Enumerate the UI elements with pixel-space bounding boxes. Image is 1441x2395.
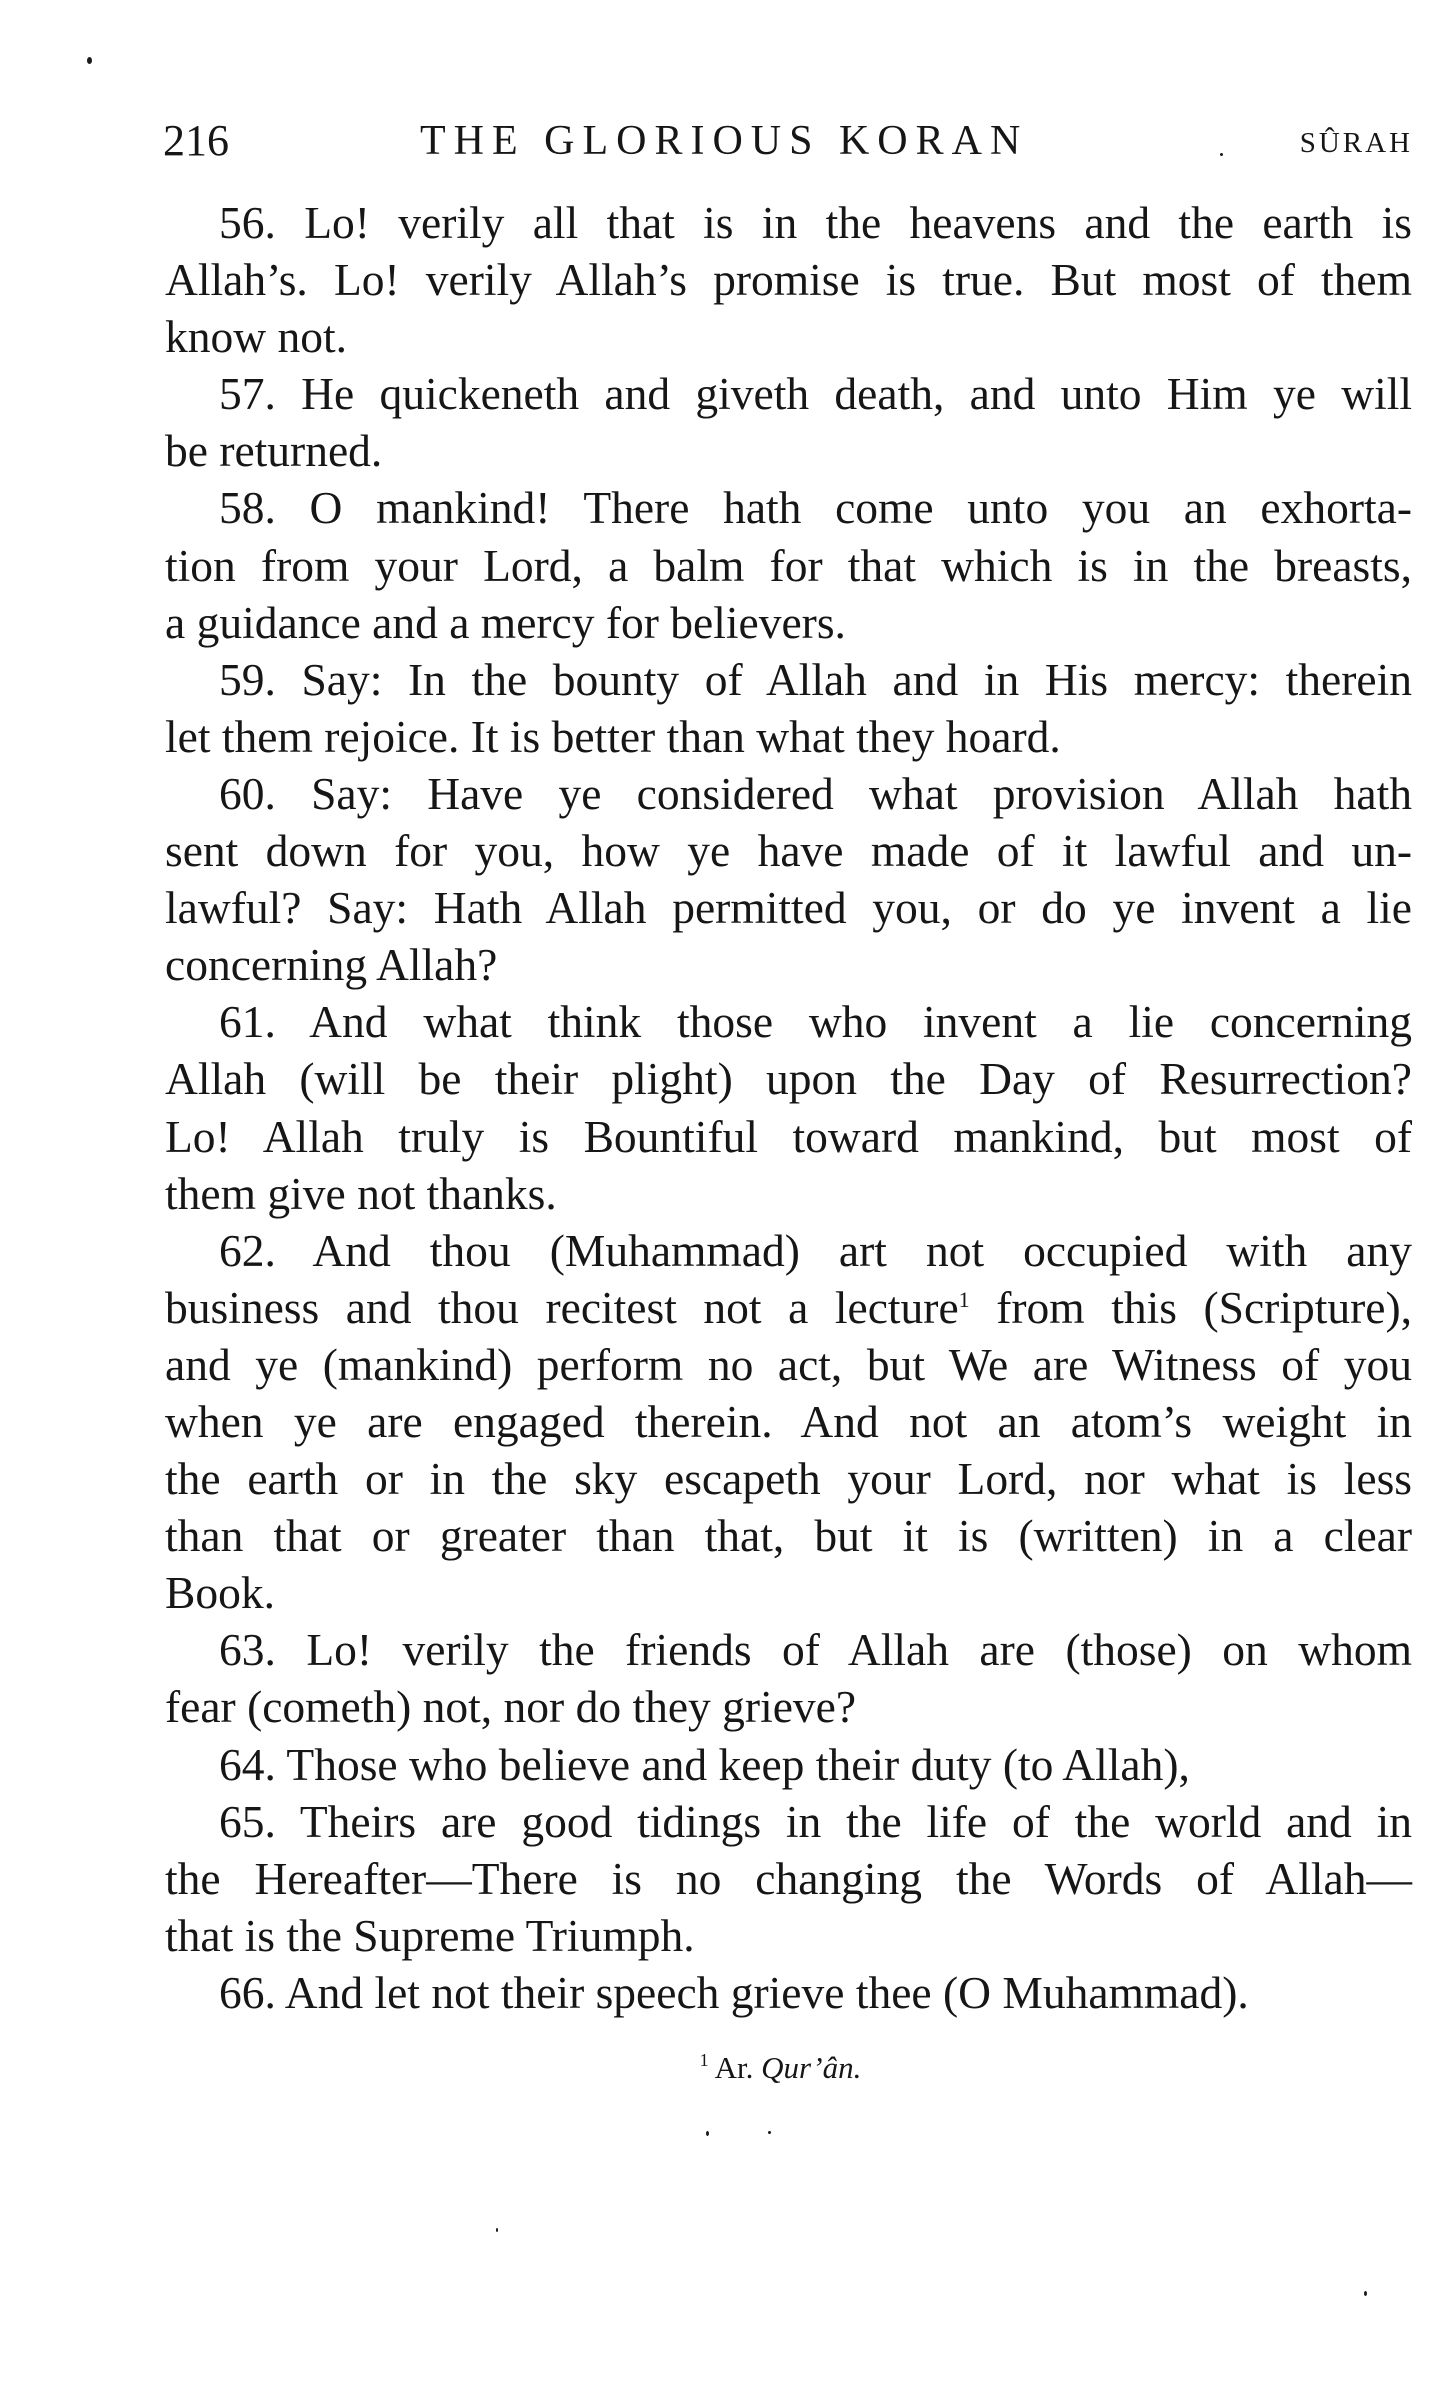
line-text: 66. And let not their speech grieve thee (O Muhammad). xyxy=(219,1966,1249,2018)
line-text: 57. He quickeneth and giveth death, and unto Him ye will xyxy=(219,368,1412,420)
verse-65 xyxy=(165,1793,1412,1964)
verse-57 xyxy=(165,365,1412,479)
line-text: concerning Allah? xyxy=(165,939,498,991)
section-label: SÛRAH xyxy=(1299,127,1413,159)
scan-speck xyxy=(768,2131,771,2134)
page-number: 216 xyxy=(163,116,229,165)
text-line xyxy=(165,1793,1412,1850)
line-text: sent down for you, how ye have made of it lawful and un- xyxy=(165,825,1412,877)
footnote-term: Qur’ân. xyxy=(761,2050,862,2085)
text-line xyxy=(165,1850,1412,1907)
line-text: the Hereafter—There is no changing the Words of Allah— xyxy=(165,1852,1412,1904)
text-line xyxy=(165,1336,1412,1393)
verse-60 xyxy=(165,765,1412,993)
verse-56 xyxy=(165,194,1412,365)
text-line xyxy=(165,1450,1412,1507)
text-line xyxy=(165,194,1412,251)
text-line xyxy=(165,1678,1412,1735)
text-line xyxy=(165,1564,1412,1621)
verse-59 xyxy=(165,651,1412,765)
text-line xyxy=(165,1907,1412,1964)
text-line xyxy=(165,1393,1412,1450)
line-text: Allah’s. Lo! verily Allah’s promise is true. But most of them xyxy=(165,254,1412,306)
text-line xyxy=(165,422,1412,479)
line-text: than that or greater than that, but it is (written) in a clear xyxy=(165,1510,1412,1562)
text-line xyxy=(165,479,1412,536)
verse-61 xyxy=(165,993,1412,1221)
line-text: 61. And what think those who invent a lie concerning xyxy=(219,996,1412,1048)
text-line xyxy=(165,537,1412,594)
line-text: 59. Say: In the bounty of Allah and in His mercy: therein xyxy=(219,653,1412,705)
line-text: be returned. xyxy=(165,425,383,477)
line-text: 58. O mankind! There hath come unto you an exhorta- xyxy=(219,482,1412,534)
scan-speck xyxy=(706,2131,709,2136)
text-line xyxy=(165,651,1412,708)
verse-64 xyxy=(165,1736,1412,1793)
text-line xyxy=(165,1050,1412,1107)
verse-text xyxy=(165,194,1412,2021)
book-title: THE GLORIOUS KORAN xyxy=(420,118,1029,164)
text-line xyxy=(165,1736,1412,1793)
text-line xyxy=(165,822,1412,879)
line-text: 56. Lo! verily all that is in the heavens and the earth is xyxy=(219,197,1412,248)
line-text: that is the Supreme Triumph. xyxy=(165,1909,695,1961)
line-text: lawful? Say: Hath Allah permitted you, or do ye invent a lie xyxy=(165,882,1412,934)
verse-58 xyxy=(165,479,1412,650)
line-text: 63. Lo! verily the friends of Allah are (those) on whom xyxy=(219,1624,1412,1676)
line-text: when ye are engaged therein. And not an atom’s weight in xyxy=(165,1395,1412,1447)
scan-speck xyxy=(1364,2291,1367,2296)
line-text: a guidance and a mercy for believers. xyxy=(165,596,846,648)
line-text: them give not thanks. xyxy=(165,1167,557,1219)
footnote xyxy=(0,2048,1441,2088)
line-text: from this (Scripture), xyxy=(969,1281,1412,1333)
line-text: 60. Say: Have ye considered what provision Allah hath xyxy=(219,767,1412,819)
line-text: know not. xyxy=(165,311,347,363)
text-line xyxy=(165,765,1412,822)
line-text: 65. Theirs are good tidings in the life of the world and in xyxy=(219,1795,1412,1847)
text-line xyxy=(165,1222,1412,1279)
footnote-marker: 1 xyxy=(699,2050,709,2070)
text-line xyxy=(165,993,1412,1050)
line-text: Lo! Allah truly is Bountiful toward mankind, but most of xyxy=(165,1110,1412,1162)
line-text: 62. And thou (Muhammad) art not occupied with any xyxy=(219,1224,1412,1276)
verse-63 xyxy=(165,1621,1412,1735)
running-head xyxy=(163,112,1413,165)
text-line xyxy=(165,594,1412,651)
line-text: business and thou recitest not a lecture xyxy=(165,1281,959,1333)
verse-62 xyxy=(165,1222,1412,1622)
text-line xyxy=(165,1279,1412,1336)
line-text: let them rejoice. It is better than what they hoard. xyxy=(165,710,1061,762)
footnote-reference[interactable]: 1 xyxy=(958,1286,970,1312)
text-line xyxy=(165,1621,1412,1678)
line-text: and ye (mankind) perform no act, but We are Witness of you xyxy=(165,1338,1412,1390)
verse-66 xyxy=(165,1964,1412,2021)
text-line xyxy=(165,1108,1412,1165)
text-line xyxy=(165,1964,1412,2021)
line-text: Allah (will be their plight) upon the Day of Resurrection? xyxy=(165,1053,1412,1105)
scan-speck xyxy=(87,57,92,64)
text-line xyxy=(165,1507,1412,1564)
text-line xyxy=(165,251,1412,308)
text-line xyxy=(165,708,1412,765)
line-text: the earth or in the sky escapeth your Lord, nor what is less xyxy=(165,1453,1412,1505)
line-text: tion from your Lord, a balm for that which is in the breasts, xyxy=(165,539,1412,591)
text-line xyxy=(165,936,1412,993)
line-text: fear (cometh) not, nor do they grieve? xyxy=(165,1681,857,1733)
text-line xyxy=(165,308,1412,365)
text-line xyxy=(165,879,1412,936)
line-text: Book. xyxy=(165,1567,275,1619)
footnote-prefix: Ar. xyxy=(714,2050,754,2085)
line-text: 64. Those who believe and keep their duty (to Allah), xyxy=(219,1738,1190,1790)
scan-speck xyxy=(496,2228,498,2232)
text-line xyxy=(165,1165,1412,1222)
text-line xyxy=(165,365,1412,422)
